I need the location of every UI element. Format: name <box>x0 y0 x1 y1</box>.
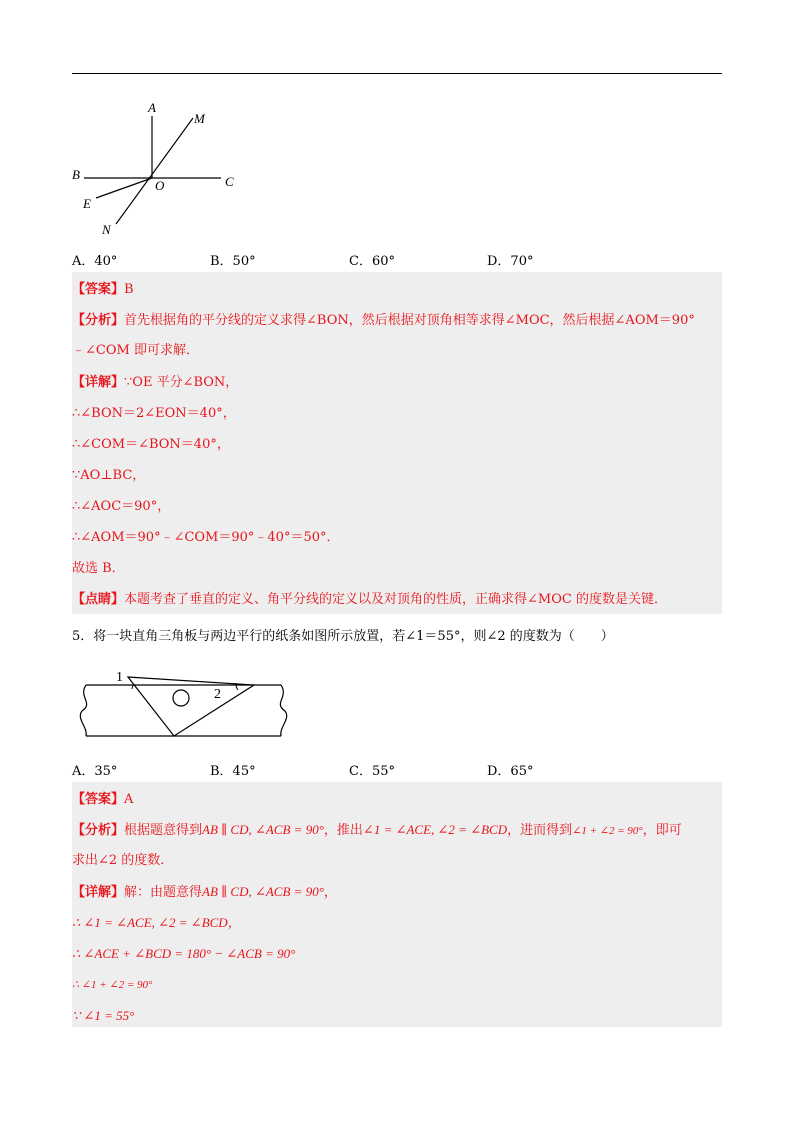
label-c: C <box>225 174 234 189</box>
comment-tag: 【点睛】 <box>72 592 125 607</box>
analysis-tag: 【分析】 <box>72 823 125 838</box>
q4-choice-c: C．60° <box>349 254 395 269</box>
q4-choice-d: D．70° <box>487 254 534 269</box>
q4-detail-line5: ∴∠AOM＝90°﹣∠COM＝90°﹣40°＝50°． <box>72 530 340 545</box>
detail-math-line4: ∵ ∠1 = 55° <box>72 1008 135 1023</box>
answer-tag: 【答案】 <box>72 282 125 297</box>
q4-comment <box>72 592 722 608</box>
q5-choice-c: C．55° <box>349 764 395 779</box>
q5-stem: 5．将一块直角三角板与两边平行的纸条如图所示放置，若∠1＝55°，则∠2 的度数为（ ） <box>72 629 614 644</box>
detail-math-line1: ∴ ∠1 = ∠ACE, ∠2 = ∠BCD， <box>72 915 241 930</box>
detail-math: AB ∥ CD, ∠ACB = 90° <box>202 884 324 899</box>
q5-detail-line4 <box>72 1008 722 1025</box>
q4-analysis-line1 <box>72 313 722 329</box>
q5-answer-box <box>72 782 722 1027</box>
detail-math-line3: ∴ ∠1 + ∠2 = 90° <box>72 979 153 991</box>
label-1: 1 <box>116 670 123 685</box>
label-m: M <box>194 111 205 126</box>
set-square-hole <box>173 690 189 706</box>
q4-analysis-line2: ﹣∠COM 即可求解． <box>72 343 199 358</box>
comment-text: 本题考查了垂直的定义、角平分线的定义以及对顶角的性质，正确求得∠MOC 的度数是关键． <box>124 592 667 607</box>
detail-math-line2: ∴ ∠ACE + ∠BCD = 180° − ∠ACB = 90° <box>72 946 296 961</box>
label-b: B <box>72 167 80 182</box>
answer-value: B <box>124 282 134 297</box>
answer-tag: 【答案】 <box>72 792 125 807</box>
label-2: 2 <box>214 687 221 702</box>
analysis-text-c: ，进而得到 <box>507 823 573 838</box>
q5-analysis-line2: 求出∠2 的度数． <box>72 853 174 868</box>
analysis-text: 首先根据角的平分线的定义求得∠BON，然后根据对顶角相等求得∠MOC，然后根据∠AOM＝90° <box>124 313 695 328</box>
analysis-math-2: ∠1 = ∠ACE, ∠2 = ∠BCD <box>362 822 508 837</box>
q5-detail-line1 <box>72 915 722 932</box>
q5-figure <box>76 655 296 745</box>
set-square <box>128 677 254 736</box>
q4-choice-a: A．40° <box>72 254 118 269</box>
q4-detail-line0 <box>72 375 722 391</box>
analysis-text-b: ，推出 <box>323 823 363 838</box>
q5-analysis-line1 <box>72 822 722 839</box>
q4-answer-box <box>72 272 722 614</box>
detail-tag: 【详解】 <box>72 885 125 900</box>
q5-choice-b: B．45° <box>210 764 256 779</box>
q4-choices <box>72 250 672 270</box>
analysis-math-1: AB ∥ CD, ∠ACB = 90° <box>202 822 324 837</box>
q5-choice-a: A．35° <box>72 764 118 779</box>
analysis-text-d: ，即可 <box>642 823 682 838</box>
q4-detail-line4: ∴∠AOC＝90°， <box>72 499 171 514</box>
q4-detail-line2: ∴∠COM＝∠BON＝40°， <box>72 437 230 452</box>
label-e: E <box>83 196 91 211</box>
label-o: O <box>155 178 165 193</box>
detail-text-a: 解：由题意得 <box>124 885 203 900</box>
q4-figure-svg <box>66 96 241 241</box>
q4-detail-line3: ∵AO⊥BC， <box>72 468 146 483</box>
q5-detail-line3 <box>72 977 722 993</box>
analysis-math-3: ∠1 + ∠2 = 90° <box>572 825 643 837</box>
analysis-tag: 【分析】 <box>72 313 125 328</box>
q4-choice-b: B．50° <box>210 254 256 269</box>
line-mn <box>116 118 193 224</box>
q5-answer <box>72 792 722 808</box>
strip-right-wave <box>280 685 286 736</box>
q5-choices <box>72 760 672 780</box>
line-oe <box>96 178 152 198</box>
detail-text: ∵OE 平分∠BON， <box>124 375 239 390</box>
answer-value: A <box>124 792 134 807</box>
q4-figure <box>66 96 241 241</box>
strip-left-wave <box>80 685 86 736</box>
q5-choice-d: D．65° <box>487 764 534 779</box>
q5-detail-line0 <box>72 884 722 901</box>
detail-text-b: ， <box>323 885 337 900</box>
analysis-text-a: 根据题意得到 <box>124 823 203 838</box>
q4-detail-line6: 故选 B． <box>72 561 125 576</box>
q4-answer <box>72 282 722 298</box>
q5-figure-svg <box>76 655 296 745</box>
detail-tag: 【详解】 <box>72 375 125 390</box>
q5-detail-line2 <box>72 946 722 963</box>
q4-detail-line1: ∴∠BON＝2∠EON＝40°， <box>72 406 236 421</box>
label-a: A <box>148 100 156 115</box>
header-rule <box>72 73 722 74</box>
label-n: N <box>102 222 111 237</box>
